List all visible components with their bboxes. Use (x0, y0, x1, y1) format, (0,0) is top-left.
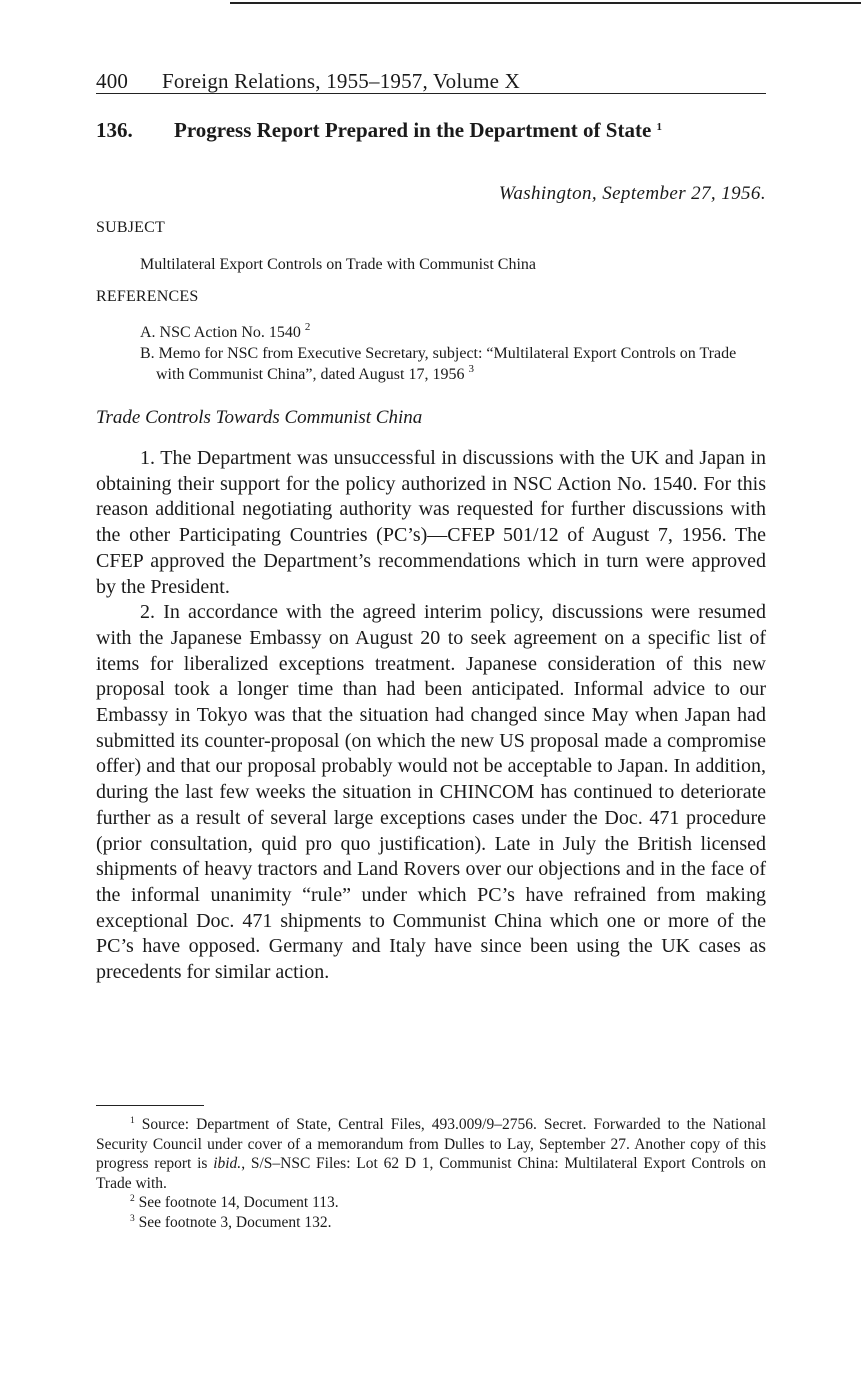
section-title: Trade Controls Towards Communist China (96, 407, 423, 428)
footnote-divider (96, 1105, 204, 1106)
paragraph-1: 1. The Department was unsuccessful in discussions with the UK and Japan in obtaining their support for the policy authorized in NSC Action No. 1540. For this reason additional negotiating authority was requested for further discussions with the other Participating Countries (PC’s)—CFEP 501/12 of August 7, 1956. The CFEP approved the Department’s recommendations which in turn were approved by the President. (96, 447, 766, 598)
subject-text: Multilateral Export Controls on Trade with Communist China (140, 256, 536, 273)
reference-text: A. NSC Action No. 1540 (140, 324, 301, 341)
footnote-ref-3: 3 (468, 363, 474, 375)
footnote-2 (96, 1193, 766, 1213)
running-header (96, 68, 766, 94)
reference-text: B. Memo for NSC from Executive Secretary, subject: “Multilateral Export Controls on Trade with Communist China”, dated August 17, 1956 (140, 345, 737, 383)
footnote-italic: ibid. (213, 1155, 242, 1173)
footnote-marker: 2 (130, 1194, 135, 1205)
page-number: 400 (96, 69, 129, 93)
dateline: Washington, September 27, 1956. (498, 183, 766, 204)
document-heading (96, 116, 766, 144)
footnote-text: Source: Department of State, Central Files, 493.009/9–2756. Secret. Forwarded to the National Security Council under cover of a memorandum from Dulles to Lay, September 27. Another copy of this progress report is (96, 1116, 766, 1173)
body-text (96, 446, 766, 986)
footnote-1 (96, 1115, 766, 1193)
footnote-text: , S/S–NSC Files: Lot 62 D 1, Communist China: Multilateral Export Controls on Trade with. (96, 1155, 766, 1192)
footnotes (96, 1115, 766, 1233)
footnote-marker: 1 (130, 1116, 135, 1126)
subject-label: SUBJECT (96, 219, 165, 236)
paragraph-2: 2. In accordance with the agreed interim policy, discussions were resumed with the Japanese Embassy on August 20 to seek agreement on a specific list of items for liberalized exceptions treatment. Japanese consideration of this new proposal took a longer time than had been anticipated. Informal advice to our Embassy in Tokyo was that the situation had changed since May when Japan had submitted its counter-proposal (on which the new US proposal made a compromise offer) and that our proposal probably would not be acceptable to Japan. In addition, during the last few weeks the situation in CHINCOM has continued to deteriorate further as a result of several large exceptions cases under the Doc. 471 procedure (prior consultation, quid pro quo justification). Late in July the British licensed shipments of heavy tractors and Land Rovers over our objections and in the face of the informal unanimity “rule” under which PC’s have refrained from making exceptional Doc. 471 shipments to Communist China which one or more of the PC’s have opposed. Germany and Italy have since been using the UK cases as precedents for similar action. (96, 601, 766, 984)
footnote-ref-2: 2 (304, 321, 311, 333)
references-label: REFERENCES (96, 288, 199, 305)
footnote-ref-1: 1 (656, 121, 663, 133)
references-list (140, 322, 766, 385)
running-title: Foreign Relations, 1955–1957, Volume X (162, 69, 520, 93)
document-number: 136. (96, 118, 133, 142)
footnote-marker: 3 (130, 1213, 135, 1224)
reference-item (140, 322, 766, 343)
document-title: Progress Report Prepared in the Department of State (174, 118, 652, 142)
footnote-text: See footnote 3, Document 132. (138, 1213, 332, 1231)
reference-item (140, 343, 766, 385)
top-edge-rule (230, 2, 861, 4)
footnote-text: See footnote 14, Document 113. (138, 1194, 339, 1212)
footnote-3 (96, 1213, 766, 1233)
